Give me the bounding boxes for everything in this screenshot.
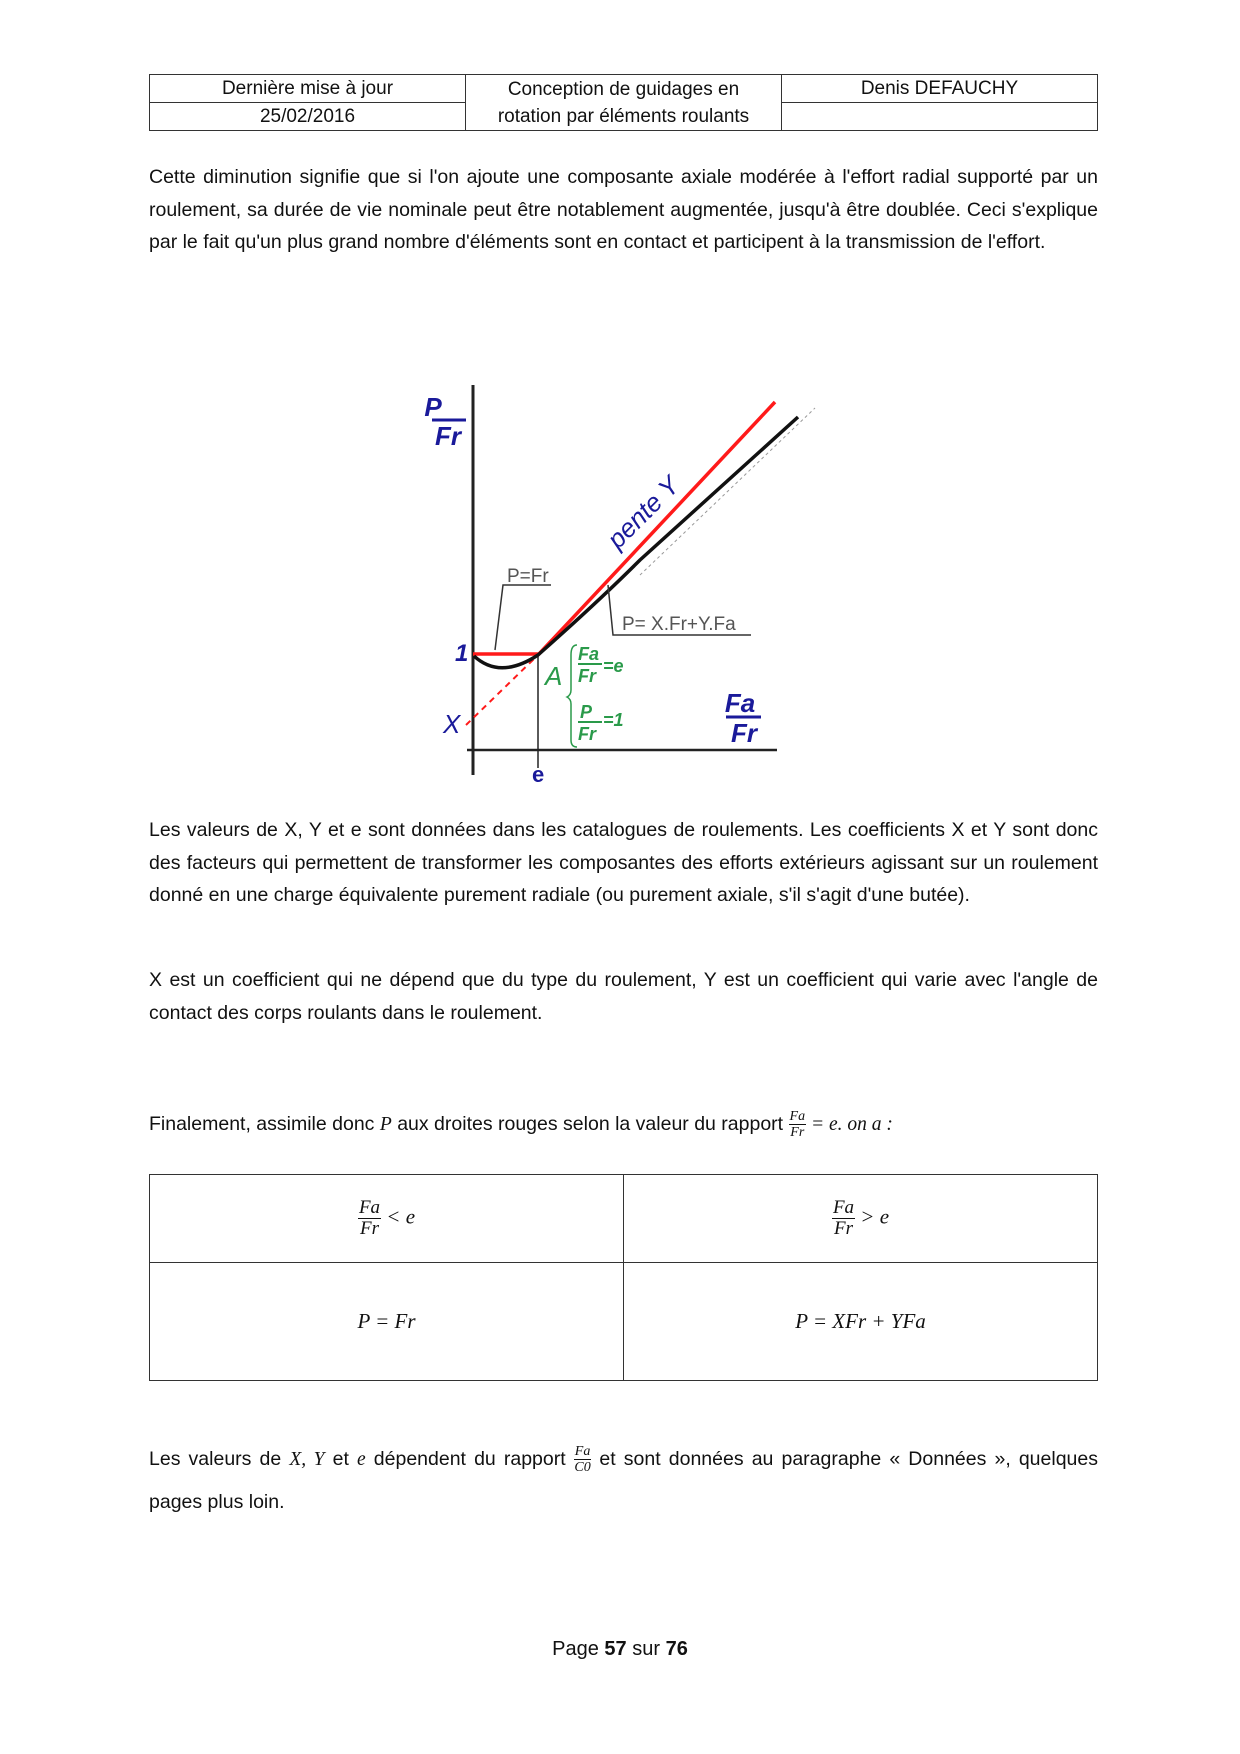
- cond2-rhs: =1: [603, 710, 624, 730]
- cond1-num: Fa: [578, 644, 600, 664]
- case-right-formula: P = XFr + YFa: [624, 1263, 1098, 1381]
- cond1-den: Fr: [578, 666, 596, 686]
- y-axis-label-num: P: [424, 392, 442, 422]
- cond2-den: Fr: [578, 724, 596, 744]
- paragraph-2: Les valeurs de X, Y et e sont données dans les catalogues de roulements. Les coefficients X et Y sont donc des facteurs qui permettent de transformer les composantes des efforts extérieurs agissant sur un roulement donné en une charge équivalente purement radiale (ou purement axiale, s'il s'agit d'une butée).: [149, 819, 1098, 906]
- tick-x: X: [443, 709, 461, 739]
- doc-title: Conception de guidages en rotation par éléments roulants: [466, 75, 782, 131]
- x-axis-label-den: Fr: [731, 718, 757, 748]
- label-p-xy: P= X.Fr+Y.Fa: [622, 614, 736, 635]
- paragraph-1: Cette diminution signifie que si l'on ajoute une composante axiale modérée à l'effort radial supporté par un roulement, sa durée de vie nominale peut être notablement augmentée, jusqu'à être doublée. Ceci s'explique par le fait qu'un plus grand nombre d'éléments sont en contact et participent à la transmission de l'effort.: [149, 166, 1098, 253]
- paragraph-last: Les valeurs de X, Y et e dépendent du rapport $\frac{Fa}{C0}$ et sont données au paragraphe « Données », quelques pages plus loin.: [149, 1444, 1098, 1513]
- slope-label: pente Y: [601, 469, 686, 555]
- author: Denis DEFAUCHY: [782, 75, 1098, 103]
- tick-e: e: [532, 762, 545, 787]
- updated-label: Dernière mise à jour: [150, 75, 466, 103]
- case-right-condition: $\frac{Fa}{Fr}$ > e: [624, 1175, 1098, 1263]
- paragraph-3: X est un coefficient qui ne dépend que du type du roulement, Y est un coefficient qui varie avec l'angle de contact des corps roulants dans le roulement.: [149, 969, 1098, 1024]
- equivalent-load-diagram: [0, 0, 1240, 820]
- x-axis-label-num: Fa: [724, 688, 756, 718]
- y-axis-label-den: Fr: [435, 421, 461, 451]
- page-footer: Page 57 sur 76: [552, 1638, 688, 1660]
- red-dashed: [466, 655, 538, 725]
- cond1-rhs: =e: [603, 656, 624, 676]
- case-left-condition: $\frac{Fa}{Fr}$ < e: [150, 1175, 624, 1263]
- label-p-fr: P=Fr: [507, 566, 549, 587]
- paragraph-finalement: Finalement, assimile donc P aux droites rouges selon la valeur du rapport $\frac{Fa}{Fr}$ = e. on a :: [149, 1109, 893, 1141]
- case-left-formula: P = Fr: [150, 1263, 624, 1381]
- update-date: 25/02/2016: [150, 103, 466, 131]
- point-a-label: A: [545, 661, 563, 691]
- cases-table: [149, 1174, 1098, 1381]
- tick-1: 1: [455, 640, 469, 667]
- cond2-num: P: [580, 702, 593, 722]
